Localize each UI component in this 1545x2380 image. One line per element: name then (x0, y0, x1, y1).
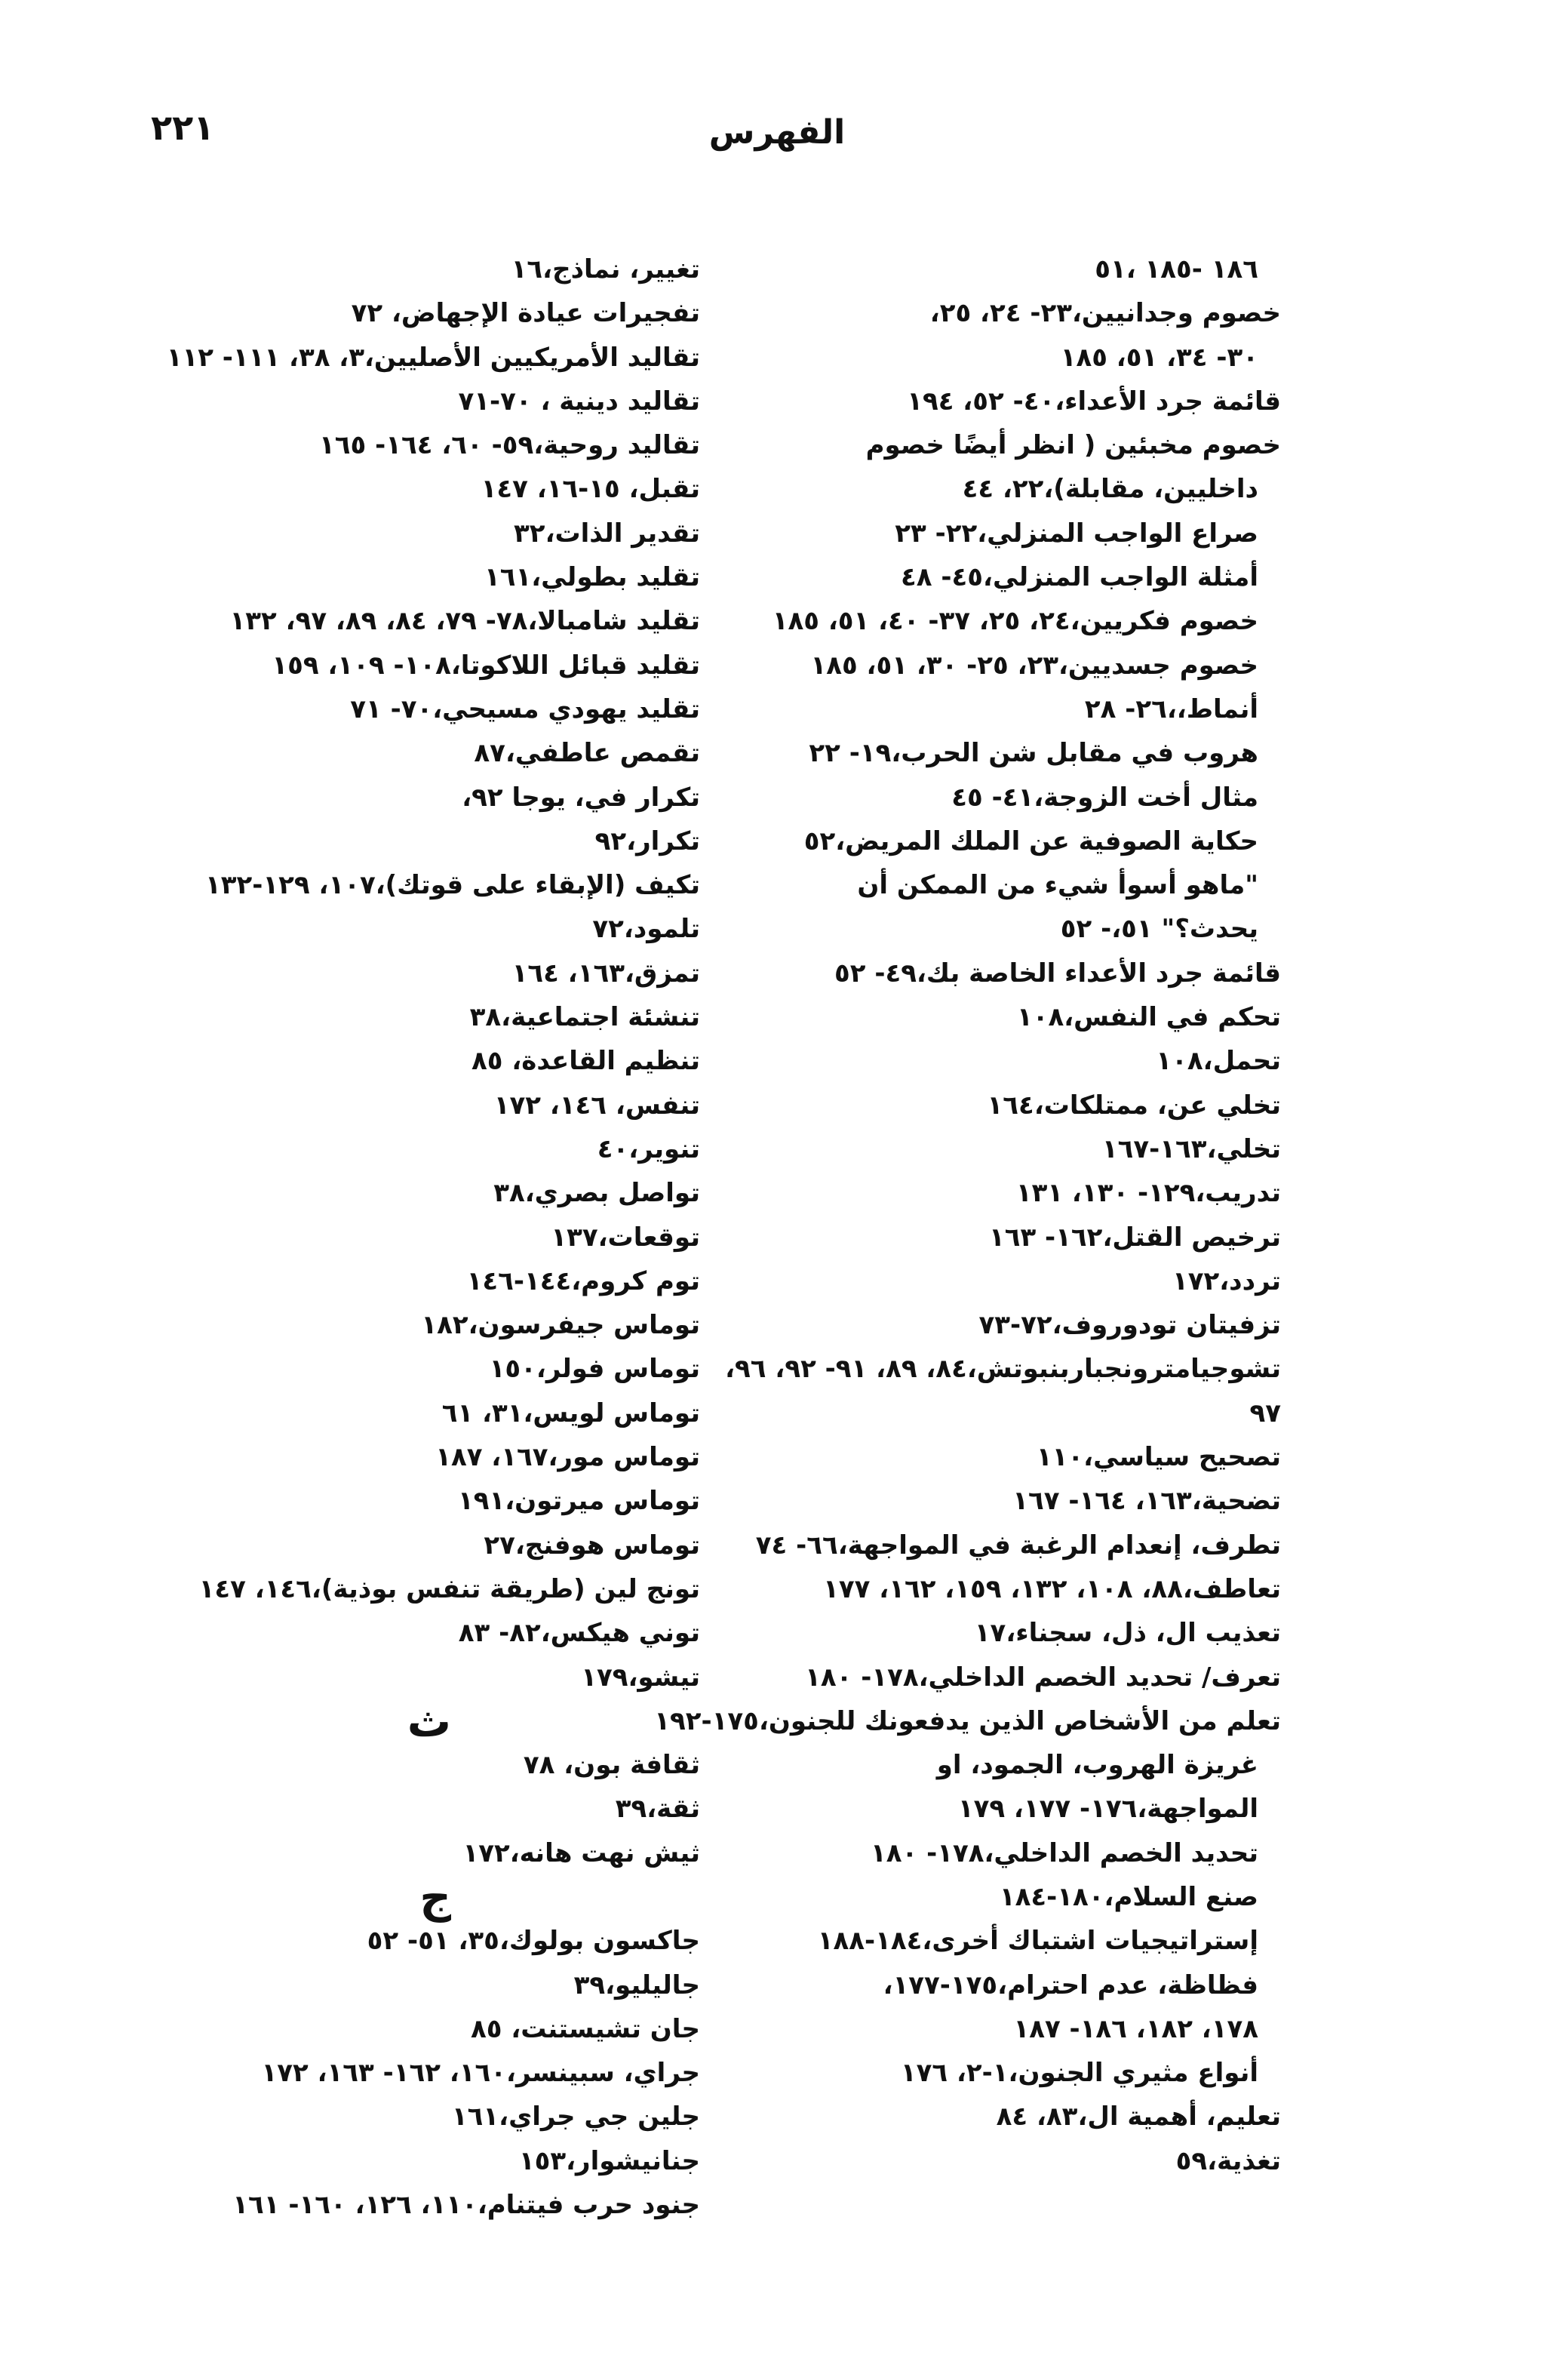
index-column-left (81, 248, 700, 2227)
index-entry: إستراتيجيات اشتباك أخرى،١٨٤-١٨٨ (817, 1926, 1258, 1957)
index-entry: تحكم في النفس،١٠٨ (1016, 1002, 1281, 1033)
index-entry: جاليليو،٣٩ (573, 1969, 700, 2000)
index-entry: ١٨٦ -١٨٥ ،٥١ (1095, 254, 1258, 284)
index-entry: توم كروم،١٤٤-١٤٦ (466, 1265, 700, 1296)
index-entry: قائمة جرد الأعداء الخاصة بك،٤٩- ٥٢ (834, 958, 1281, 989)
index-entry: خصوم مخبئين ( انظر أيضًا خصوم (865, 430, 1281, 461)
index-entry: تونج لين (طريقة تنفس بوذية)،١٤٦، ١٤٧ (198, 1573, 700, 1604)
index-entry: تقليد شامبالا،٧٨- ٧٩، ٨٤، ٨٩، ٩٧، ١٣٢ (229, 606, 700, 637)
index-entry: جاكسون بولوك،٣٥، ٥١- ٥٢ (367, 1926, 700, 1957)
index-entry: تقمص عاطفي،٨٧ (474, 738, 700, 769)
index-entry: ثقافة بون، ٧٨ (523, 1750, 700, 1781)
index-entry: جلين جي جراي،١٦١ (451, 2102, 700, 2132)
page-number: ٢٢١ (151, 107, 215, 148)
index-entry: توقعات،١٣٧ (551, 1222, 700, 1253)
index-entry: خصوم فكريين،٢٤، ٢٥، ٣٧- ٤٠، ٥١، ١٨٥ (772, 606, 1258, 637)
index-entry: تعذيب ال، ذل، سجناء،١٧ (974, 1618, 1281, 1649)
index-entry: تقاليد الأمريكيين الأصليين،٣، ٣٨، ١١١- ١١٢ (166, 342, 700, 373)
index-entry: توماس مور،١٦٧، ١٨٧ (435, 1442, 700, 1473)
index-entry: تنظيم القاعدة، ٨٥ (471, 1046, 700, 1077)
index-entry: تقاليد روحية،٥٩- ٦٠، ١٦٤- ١٦٥ (319, 430, 700, 461)
index-entry: تقدير الذات،٣٢ (514, 518, 700, 549)
index-entry: تصحيح سياسي،١١٠ (1036, 1442, 1281, 1473)
index-entry: تقليد بطولي،١٦١ (484, 562, 700, 593)
index-entry: توماس فولر،١٥٠ (489, 1354, 700, 1385)
index-entry: خصوم وجدانيين،٢٣- ٢٤، ٢٥، (929, 298, 1281, 329)
index-entry: تفجيرات عيادة الإجهاض، ٧٢ (351, 298, 700, 329)
index-entry: تغذية،٥٩ (1175, 2145, 1281, 2176)
index-entry: أمثلة الواجب المنزلي،٤٥- ٤٨ (901, 562, 1258, 593)
index-entry: تعاطف،٨٨، ١٠٨، ١٣٢، ١٥٩، ١٦٢، ١٧٧ (823, 1573, 1281, 1604)
index-entry: تواصل بصري،٣٨ (493, 1178, 700, 1209)
index-entry: "ماهو أسوأ شيء من الممكن أن (857, 870, 1258, 901)
index-entry: تنشئة اجتماعية،٣٨ (469, 1002, 700, 1033)
index-entry: جنود حرب فيتنام،١١٠، ١٢٦، ١٦٠- ١٦١ (232, 2190, 700, 2221)
index-entry: تردد،١٧٢ (1172, 1265, 1281, 1296)
index-entry: فظاظة، عدم احترام،١٧٥-١٧٧، (883, 1969, 1258, 2000)
index-entry: تقبل، ١٥-١٦، ١٤٧ (481, 474, 700, 505)
index-entry: توماس ميرتون،١٩١ (457, 1486, 700, 1517)
index-entry: تعلم من الأشخاص الذين يدفعونك للجنون،١٧٥-١٩٢ (654, 1705, 1281, 1736)
index-entry: تقليد يهودي مسيحي،٧٠- ٧١ (350, 693, 700, 724)
index-entry: صنع السلام،١٨٠-١٨٤ (999, 1881, 1258, 1912)
index-entry: تنفس، ١٤٦، ١٧٢ (493, 1090, 700, 1121)
page-title: الفهرس (708, 113, 846, 152)
index-entry: تعليم، أهمية ال،٨٣، ٨٤ (996, 2102, 1281, 2132)
index-entry: تمزق،١٦٣، ١٦٤ (511, 958, 700, 989)
index-entry: حكاية الصوفية عن الملك المريض،٥٢ (803, 826, 1258, 856)
section-letter: ج (419, 1871, 451, 1923)
index-entry: قائمة جرد الأعداء،٤٠- ٥٢، ١٩٤ (907, 386, 1281, 417)
index-entry: تحمل،١٠٨ (1156, 1046, 1281, 1077)
index-entry: خصوم جسديين،٢٣، ٢٥- ٣٠، ٥١، ١٨٥ (810, 650, 1258, 681)
index-entry: تكرار في، يوجا ٩٢، (462, 782, 700, 813)
index-entry: توماس هوفنج،٢٧ (484, 1530, 700, 1561)
index-entry: تطرف، إنعدام الرغبة في المواجهة،٦٦- ٧٤ (755, 1530, 1281, 1561)
index-entry: تلمود،٧٢ (592, 914, 700, 945)
index-entry: داخليين، مقابلة)،٢٢، ٤٤ (962, 474, 1258, 505)
index-entry: تغيير، نماذج،١٦ (511, 254, 700, 284)
index-entry: توني هيكس،٨٢- ٨٣ (458, 1618, 700, 1649)
index-entry: تكيف (الإبقاء على قوتك)،١٠٧، ١٢٩-١٣٢ (205, 870, 700, 901)
index-entry: تزفيتان تودوروف،٧٢-٧٣ (978, 1310, 1281, 1341)
index-entry: ثقة،٣٩ (615, 1794, 700, 1825)
index-entry: ٣٠- ٣٤، ٥١، ١٨٥ (1060, 342, 1258, 373)
index-entry: توماس جيفرسون،١٨٢ (421, 1310, 700, 1341)
index-entry: تشوجيامترونجباربنبوتش،٨٤، ٨٩، ٩١- ٩٢، ٩٦، (725, 1354, 1281, 1385)
index-entry: تخلي،١٦٣-١٦٧ (1101, 1133, 1281, 1164)
index-entry: تقليد قبائل اللاكوتا،١٠٨- ١٠٩، ١٥٩ (272, 650, 700, 681)
index-entry: تيشو،١٧٩ (581, 1662, 700, 1693)
index-entry: مثال أخت الزوجة،٤١- ٤٥ (951, 782, 1258, 813)
index-entry: تقاليد دينية ، ٧٠-٧١ (458, 386, 700, 417)
index-entry: تخلي عن، ممتلكات،١٦٤ (987, 1090, 1281, 1121)
index-entry: جان تشيستنت، ٨٥ (471, 2013, 700, 2044)
index-entry: ترخيص القتل،١٦٢- ١٦٣ (988, 1222, 1281, 1253)
index-entry: المواجهة،١٧٦- ١٧٧، ١٧٩ (957, 1794, 1258, 1825)
index-entry: ثيش نهت هانه،١٧٢ (462, 1837, 700, 1868)
index-entry: تنوير،٤٠ (597, 1133, 700, 1164)
index-entry: أنواع مثيري الجنون،١-٢، ١٧٦ (900, 2058, 1258, 2089)
index-entry: يحدث؟" ٥١،- ٥٢ (1060, 914, 1258, 945)
index-entry: جنانيشوار،١٥٣ (518, 2145, 700, 2176)
index-entry: هروب في مقابل شن الحرب،١٩- ٢٢ (809, 738, 1258, 769)
index-entry: تحديد الخصم الداخلي،١٧٨- ١٨٠ (871, 1837, 1258, 1868)
index-entry: تكرار،٩٢ (594, 826, 700, 856)
index-entry: ١٧٨، ١٨٢، ١٨٦- ١٨٧ (1013, 2013, 1258, 2044)
index-entry: تعرف/ تحديد الخصم الداخلي،١٧٨- ١٨٠ (805, 1662, 1281, 1693)
index-entry: جراي، سبينسر،١٦٠، ١٦٢- ١٦٣، ١٧٢ (261, 2058, 700, 2089)
section-letter: ث (407, 1695, 451, 1747)
index-entry: تدريب،١٢٩- ١٣٠، ١٣١ (1015, 1178, 1281, 1209)
index-entry: أنماط،،٢٦- ٢٨ (1084, 693, 1258, 724)
index-entry: غريزة الهروب، الجمود، او (936, 1750, 1258, 1781)
index-entry: صراع الواجب المنزلي،٢٢- ٢٣ (895, 518, 1258, 549)
index-entry: ٩٧ (1249, 1398, 1281, 1428)
index-entry: توماس لويس،٣١، ٦١ (441, 1398, 700, 1428)
index-entry: تضحية،١٦٣، ١٦٤- ١٦٧ (1012, 1486, 1281, 1517)
